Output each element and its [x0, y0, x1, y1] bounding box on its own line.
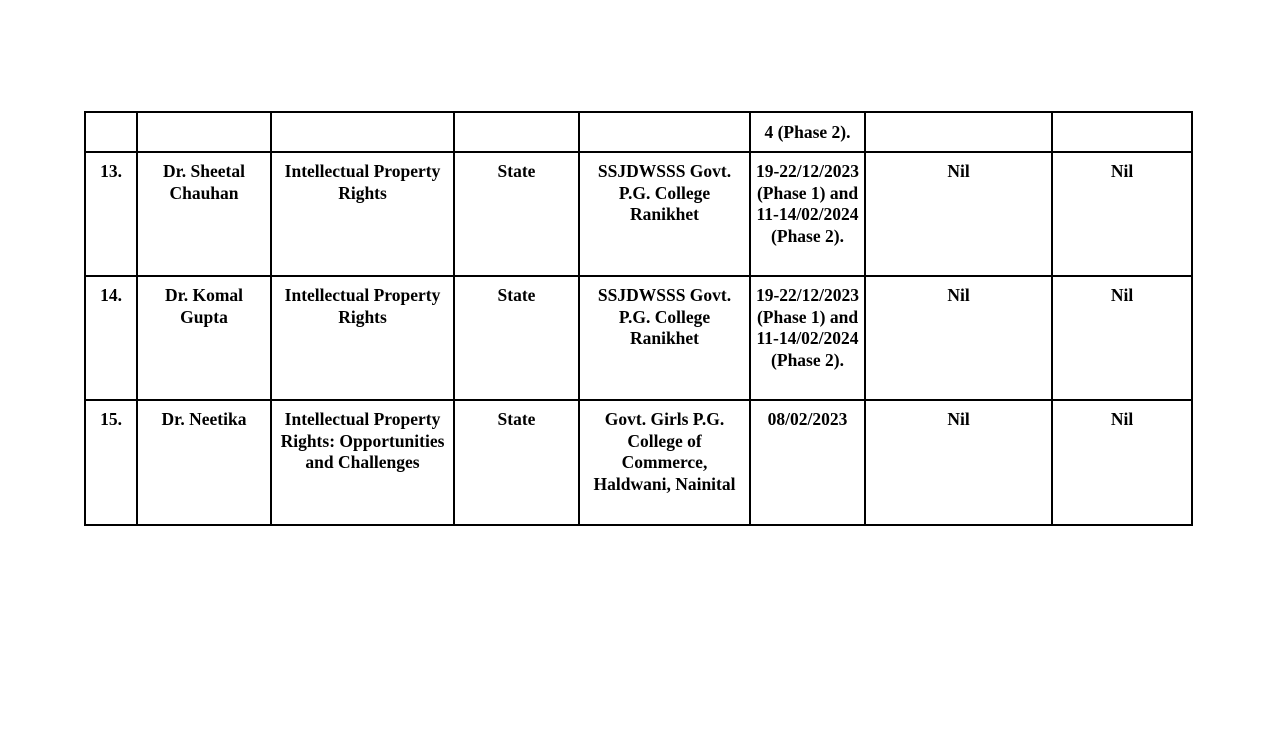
col8-text: Nil	[1110, 409, 1134, 429]
col7-text: Nil	[947, 409, 970, 429]
cell-level	[454, 112, 579, 152]
cell-venue	[579, 400, 750, 525]
cell-venue	[579, 112, 750, 152]
cell-col8	[1052, 276, 1192, 400]
cell-level	[454, 152, 579, 276]
cell-col8	[1052, 400, 1192, 525]
cell-sno	[85, 400, 137, 525]
table-row	[85, 152, 1192, 276]
level-text: State	[497, 161, 536, 181]
cell-name	[137, 152, 271, 276]
cell-dates	[750, 276, 865, 400]
topic-text: Intellectual Property Rights	[284, 285, 441, 327]
cell-col7	[865, 400, 1052, 525]
cell-venue	[579, 276, 750, 400]
sno-text: 15.	[100, 409, 122, 429]
venue-text: Govt. Girls P.G. College of Commerce, Haldwani, Nainital	[593, 409, 736, 494]
name-text: Dr. Komal Gupta	[164, 285, 244, 327]
cell-name	[137, 276, 271, 400]
dates-text: 08/02/2023	[767, 409, 848, 429]
cell-venue	[579, 152, 750, 276]
cell-name	[137, 112, 271, 152]
cell-level	[454, 400, 579, 525]
table-row	[85, 276, 1192, 400]
cell-col7	[865, 112, 1052, 152]
col7-text: Nil	[947, 161, 970, 181]
dates-text: 4 (Phase 2).	[764, 122, 851, 142]
cell-topic	[271, 276, 454, 400]
cell-sno	[85, 152, 137, 276]
cell-sno	[85, 276, 137, 400]
cell-dates	[750, 112, 865, 152]
venue-text: SSJDWSSS Govt. P.G. College Ranikhet	[597, 161, 732, 224]
table-row	[85, 400, 1192, 525]
cell-dates	[750, 152, 865, 276]
cell-name	[137, 400, 271, 525]
level-text: State	[497, 285, 536, 305]
name-text: Dr. Sheetal Chauhan	[163, 161, 245, 203]
cell-topic	[271, 112, 454, 152]
topic-text: Intellectual Property Rights	[284, 161, 441, 203]
cell-sno	[85, 112, 137, 152]
dates-text: 19-22/12/2023 (Phase 1) and 11-14/02/2024 (Phase 2).	[755, 285, 860, 370]
cell-col8	[1052, 112, 1192, 152]
cell-topic	[271, 400, 454, 525]
level-text: State	[497, 409, 536, 429]
cell-col8	[1052, 152, 1192, 276]
sno-text: 14.	[100, 285, 122, 305]
topic-text: Intellectual Property Rights: Opportunities and Challenges	[280, 409, 445, 472]
cell-col7	[865, 152, 1052, 276]
participation-table	[84, 111, 1193, 526]
name-text: Dr. Neetika	[161, 409, 247, 429]
cell-level	[454, 276, 579, 400]
cell-col7	[865, 276, 1052, 400]
table-row-continuation	[85, 112, 1192, 152]
col7-text: Nil	[947, 285, 970, 305]
cell-dates	[750, 400, 865, 525]
cell-topic	[271, 152, 454, 276]
col8-text: Nil	[1110, 285, 1134, 305]
dates-text: 19-22/12/2023 (Phase 1) and 11-14/02/2024 (Phase 2).	[755, 161, 860, 246]
col8-text: Nil	[1110, 161, 1134, 181]
venue-text: SSJDWSSS Govt. P.G. College Ranikhet	[597, 285, 732, 348]
sno-text: 13.	[100, 161, 122, 181]
